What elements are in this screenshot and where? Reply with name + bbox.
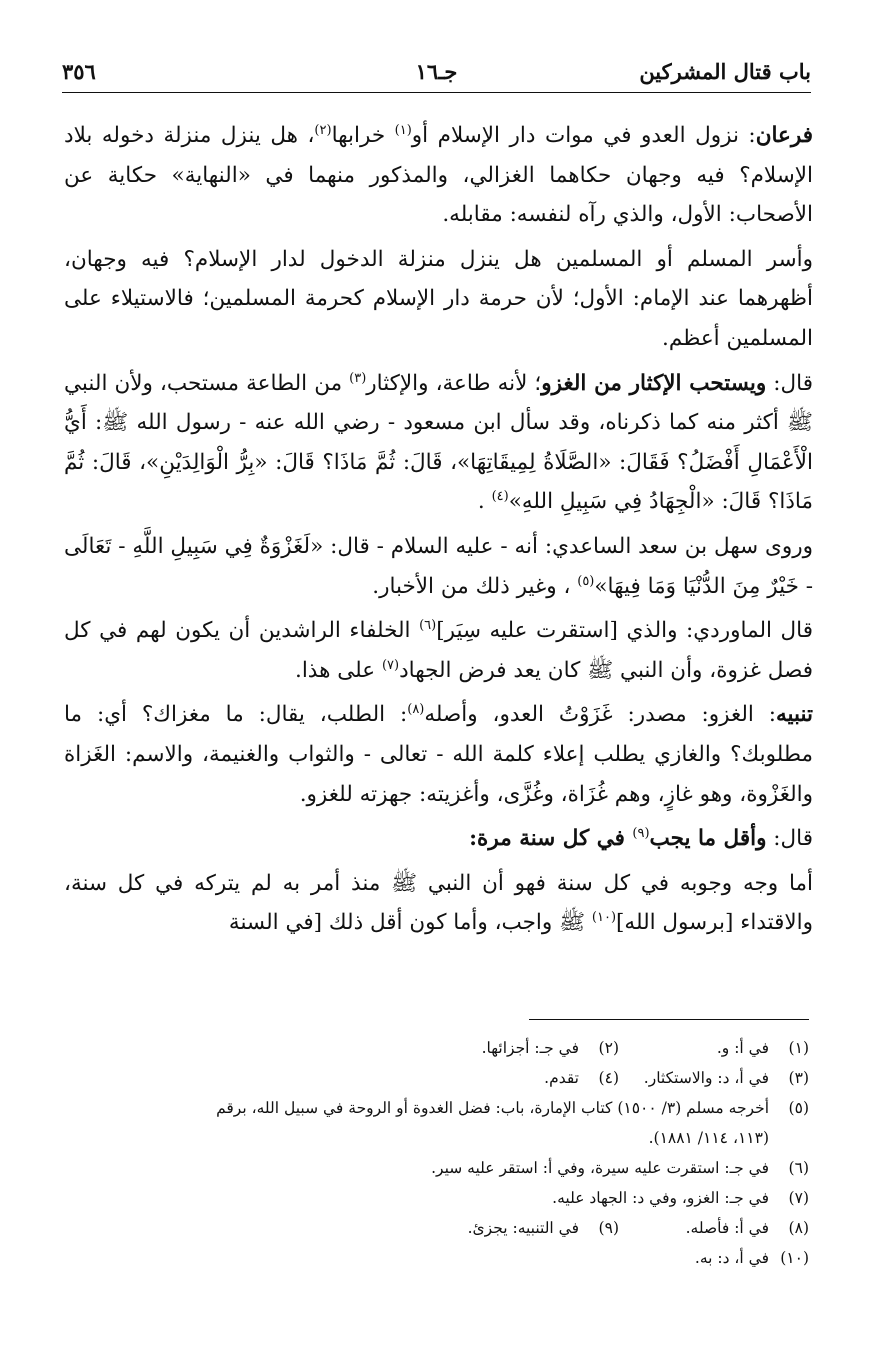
footnote-number: (٧) bbox=[788, 1189, 809, 1207]
text-run: خرابها bbox=[331, 123, 395, 148]
footnote-8 bbox=[619, 1213, 809, 1243]
page-number: ٣٥٦ bbox=[62, 59, 96, 84]
footnote-ref: (٤) bbox=[491, 489, 509, 505]
paragraph-5 bbox=[64, 611, 813, 690]
footnote-number: (١٠) bbox=[780, 1249, 809, 1267]
footnote-text: تقدم. bbox=[544, 1069, 579, 1087]
footnote-4 bbox=[66, 1063, 619, 1093]
paragraph-2: وأسر المسلم أو المسلمين هل ينزل منزلة الدخول لدار الإسلام؟ فيه وجهان، أظهرهما عند الإمام: الأول؛ لأن حرمة دار الإسلام كحرمة المسلمين؛ فالاستيلاء على المسلمين أعظم. bbox=[64, 246, 813, 351]
footnote-ref: (٦) bbox=[419, 617, 437, 633]
footnote-ref: (٨) bbox=[407, 702, 425, 718]
footnote-number: (٤) bbox=[598, 1069, 619, 1087]
footnote-text: في أ، د: به. bbox=[694, 1249, 769, 1267]
footnote-ref: (١) bbox=[394, 122, 412, 138]
footnote-text: في جـ: استقرت عليه سيرة، وفي أ: استقر عليه سير. bbox=[431, 1159, 769, 1177]
page-header bbox=[62, 54, 811, 93]
footnote-number: (٣) bbox=[788, 1069, 809, 1087]
text-run: ﷺ واجب، وأما كون أقل ذلك [في السنة bbox=[228, 910, 592, 936]
text-run: ، هل ينزل منزلة دخوله بلاد الإسلام؟ فيه وجهان حكاهما الغزالي، والمذكور منهما في «النهاية» حكاية عن الأصحاب: الأول، والذي رآه لنفسه: مقابله. bbox=[64, 123, 813, 228]
text-run: على هذا. bbox=[294, 657, 382, 683]
bold-matn: ويستحب الإكثار من الغزو bbox=[541, 370, 767, 396]
footnote-5-continued bbox=[66, 1123, 809, 1153]
footnote-row bbox=[66, 1063, 809, 1093]
footnote-row bbox=[66, 1093, 809, 1123]
footnote-7 bbox=[66, 1183, 809, 1213]
text-run: قال: bbox=[766, 370, 813, 396]
footnote-1 bbox=[619, 1033, 809, 1063]
text-run: قال: bbox=[766, 826, 813, 852]
footnote-2 bbox=[66, 1033, 619, 1063]
footnote-number: (٦) bbox=[788, 1159, 809, 1177]
bold-term: فرعان bbox=[755, 123, 813, 148]
text-run: . bbox=[477, 489, 492, 515]
text-run: قال الماوردي: والذي [استقرت عليه سِيَر] bbox=[436, 618, 813, 644]
volume-number: جـ١٦ bbox=[415, 59, 458, 84]
footnote-ref: (٥) bbox=[577, 573, 595, 589]
text-run: وروى سهل بن سعد الساعدي: أنه - عليه السلام - قال: «لَغَزْوَةٌ فِي سَبِيلِ اللَّهِ - تَعَالَى - خَيْرٌ مِنَ الدُّنْيَا وَمَا فِيهَا» bbox=[64, 533, 813, 599]
footnote-text: أخرجه مسلم (٣/ ١٥٠٠) كتاب الإمارة، باب: فضل الغدوة أو الروحة في سبيل الله، برقم bbox=[216, 1099, 769, 1117]
footnote-9 bbox=[66, 1213, 619, 1243]
footnote-text: في جـ: الغزو، وفي د: الجهاد عليه. bbox=[552, 1189, 769, 1207]
footnote-row bbox=[66, 1183, 809, 1213]
footnotes bbox=[66, 1033, 809, 1273]
text-run: : نزول العدو في موات دار الإسلام أو bbox=[411, 123, 756, 148]
main-text bbox=[64, 116, 813, 948]
footnote-ref: (٢) bbox=[314, 122, 332, 138]
footnote-text: في أ: و. bbox=[716, 1039, 769, 1057]
bold-term: تنبيه bbox=[776, 702, 813, 728]
bold-matn: وأقل ما يجب bbox=[649, 826, 767, 852]
footnote-divider bbox=[529, 1019, 809, 1020]
paragraph-1 bbox=[64, 116, 813, 235]
footnote-number: (١) bbox=[788, 1039, 809, 1057]
footnote-3 bbox=[619, 1063, 809, 1093]
chapter-title: باب قتال المشركين bbox=[639, 59, 811, 84]
footnote-number: (٢) bbox=[598, 1039, 619, 1057]
footnote-text: (١١٣، ١١٤/ ١٨٨١). bbox=[648, 1129, 769, 1147]
footnote-row bbox=[66, 1033, 809, 1063]
footnote-row bbox=[66, 1213, 809, 1243]
footnote-5 bbox=[66, 1093, 809, 1123]
footnote-6 bbox=[66, 1153, 809, 1183]
text-run: ؛ لأنه طاعة، والإكثار bbox=[366, 370, 542, 396]
text-run: ، وغير ذلك من الأخبار. bbox=[372, 573, 578, 599]
footnote-text: في أ: فأصله. bbox=[685, 1219, 769, 1237]
footnote-ref: (٣) bbox=[349, 370, 367, 386]
text-run: : الطلب، يقال: ما مغزاك؟ أي: ما مطلوبك؟ والغازي يطلب إعلاء كلمة الله - تعالى - والثواب والغنيمة، والاسم: الغَزاة والغَزْوة، وهو غازٍ، وهم غُزَاة، وغُزَّى، وأغزيته: جهزته للغزو. bbox=[64, 702, 813, 807]
footnote-row bbox=[66, 1153, 809, 1183]
paragraph-3 bbox=[64, 364, 813, 522]
text-run: الخلفاء الراشدين أن يكون لهم في كل فصل غزوة، وأن النبي ﷺ كان يعد فرض الجهاد bbox=[64, 618, 813, 683]
footnote-number: (٩) bbox=[598, 1219, 619, 1237]
footnote-ref: (٧) bbox=[381, 657, 400, 673]
footnote-text: في التنبيه: يجزئ. bbox=[467, 1219, 579, 1237]
text-run: أما وجه وجوبه في كل سنة فهو أن النبي ﷺ منذ أمر به لم يتركه في كل سنة، والاقتداء [برسول الله] bbox=[64, 870, 813, 936]
footnote-text: في أ، د: والاستكثار. bbox=[643, 1069, 769, 1087]
text-run: : الغزو: مصدر: غَزَوْتُ العدو، وأصله bbox=[424, 702, 777, 728]
paragraph-6 bbox=[64, 695, 813, 814]
text-run: من الطاعة مستحب، ولأن النبي ﷺ أكثر منه كما ذكرناه، وقد سأل ابن مسعود - رضي الله عنه - رسول الله ﷺ: أَيُّ الْأَعْمَالِ أَفْضَلُ؟ فَقَالَ: «الصَّلَاةُ لِمِيقَاتِهَا»، قَالَ: ثُمَّ مَاذَا؟ قَالَ: «بِرُّ الْوَالِدَيْنِ»، قَالَ: ثُمَّ مَاذَا؟ قَالَ: «الْجِهَادُ فِي سَبِيلِ اللهِ» bbox=[64, 370, 813, 515]
footnote-10 bbox=[66, 1243, 809, 1273]
paragraph-7 bbox=[64, 819, 813, 859]
footnote-number: (٥) bbox=[788, 1099, 809, 1117]
paragraph-8 bbox=[64, 864, 813, 943]
footnote-text: في جـ: أجزائها. bbox=[481, 1039, 579, 1057]
bold-matn: في كل سنة مرة: bbox=[469, 826, 633, 852]
footnote-ref: (٩) bbox=[632, 825, 650, 841]
paragraph-4 bbox=[64, 527, 813, 606]
footnote-number: (٨) bbox=[788, 1219, 809, 1237]
footnote-ref: (١٠) bbox=[591, 910, 617, 926]
footnote-row bbox=[66, 1243, 809, 1273]
